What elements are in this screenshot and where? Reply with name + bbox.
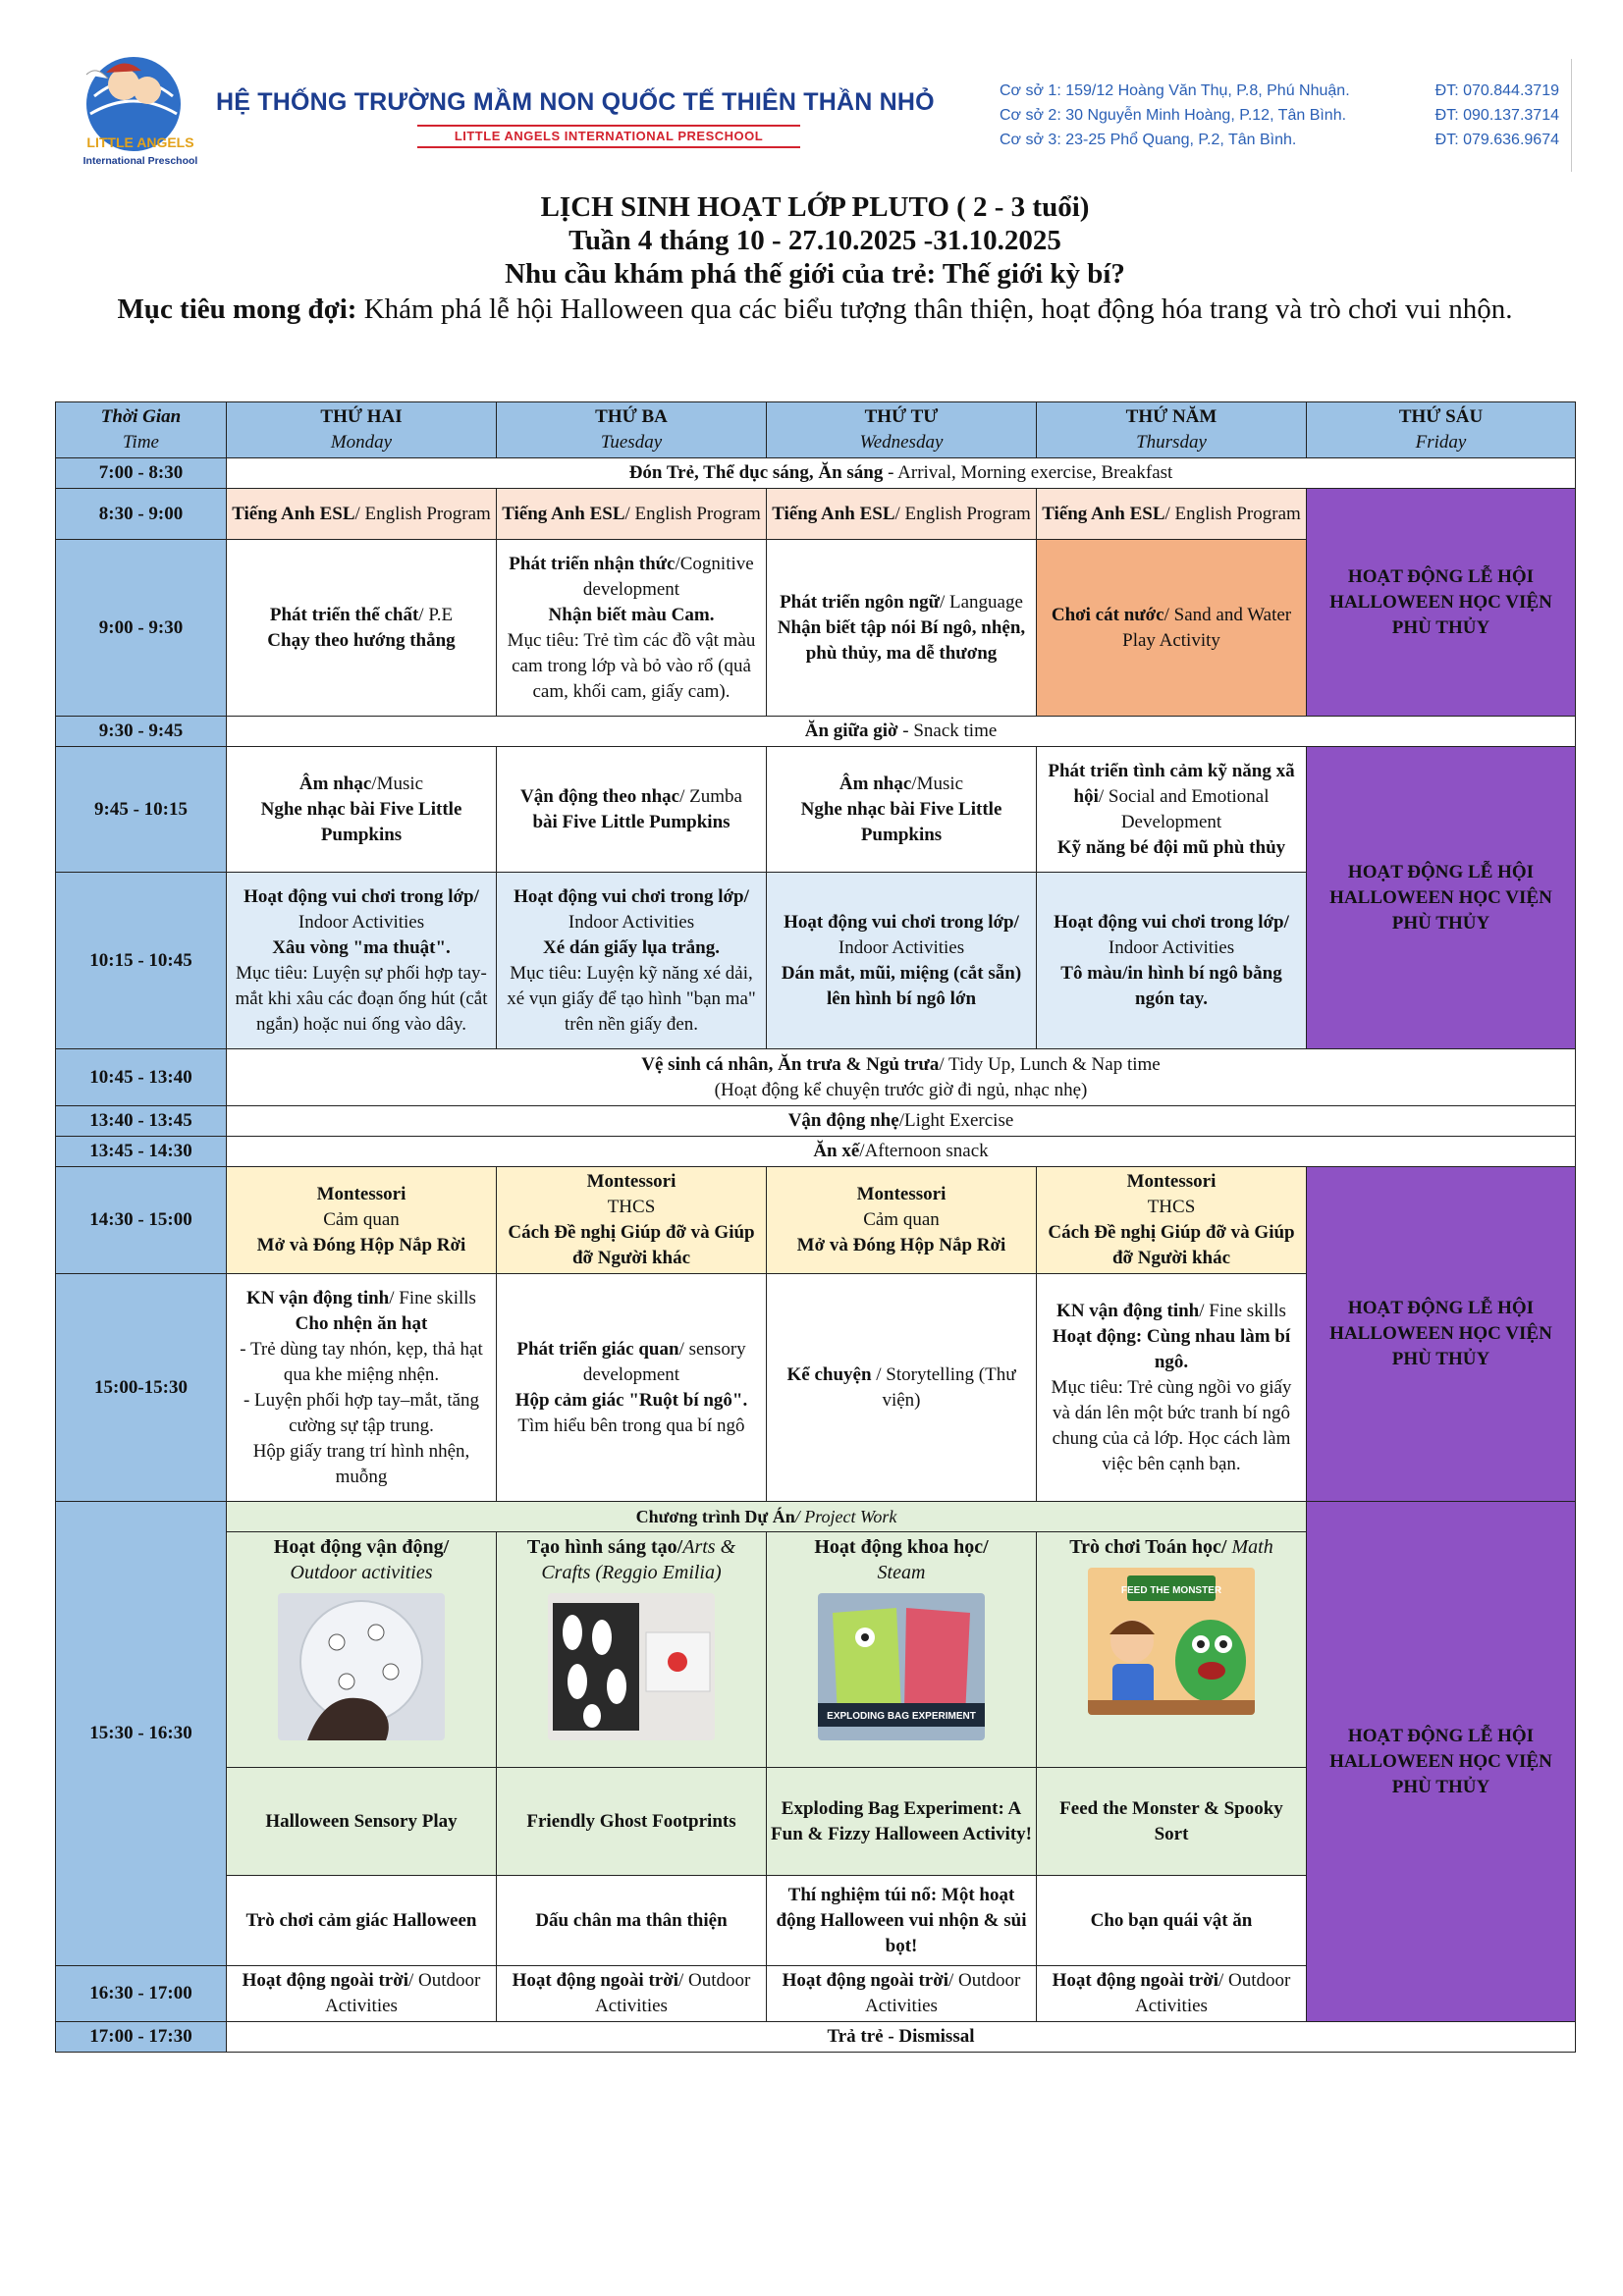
campus-1: Cơ sở 1: 159/12 Hoàng Văn Thụ, P.8, Phú Nhuận. ĐT: 070.844.3719	[1000, 82, 1559, 99]
esl-cell-tuesday: Tiếng Anh ESL/ English Program	[497, 489, 767, 540]
friday-header: THỨ SÁU Friday	[1307, 402, 1576, 458]
light-exercise-cell: Vận động nhẹ/Light Exercise	[227, 1106, 1576, 1137]
table-row	[56, 747, 1576, 873]
esl-cell-monday: Tiếng Anh ESL/ English Program	[227, 489, 497, 540]
school-logo	[67, 45, 214, 173]
storytelling-cell: Kể chuyện / Storytelling (Thư viện)	[767, 1274, 1037, 1502]
feed-the-monster-photo	[1088, 1568, 1255, 1715]
school-name: HỆ THỐNG TRƯỜNG MẦM NON QUỐC TẾ THIÊN THẦN NHỎ	[216, 88, 935, 116]
table-row	[56, 1137, 1576, 1167]
table-row	[56, 1106, 1576, 1137]
schedule-title: LỊCH SINH HOẠT LỚP PLUTO ( 2 - 3 tuổi)	[540, 191, 1090, 223]
schedule-goal: Mục tiêu mong đợi: Khám phá lễ hội Halloween qua các biểu tượng thân thiện, hoạt động hóa trang và trò chơi vui nhộn.	[117, 294, 1513, 325]
project-en-monday: Halloween Sensory Play	[227, 1768, 497, 1876]
project-work-title: Chương trình Dự Án/ Project Work	[227, 1502, 1307, 1532]
time-cell: 9:30 - 9:45	[56, 717, 227, 747]
sensory-cell: Phát triển giác quan/ sensory development Hộp cảm giác "Ruột bí ngô". Tìm hiểu bên trong qua bí ngô	[497, 1274, 767, 1502]
montessori-cell-thursday: Montessori THCS Cách Đề nghị Giúp đỡ và Giúp đỡ Người khác	[1037, 1167, 1307, 1274]
lunch-cell: Vệ sinh cá nhân, Ăn trưa & Ngủ trưa/ Tidy Up, Lunch & Nap time (Hoạt động kể chuyện trước giờ đi ngủ, nhạc nhẹ)	[227, 1049, 1576, 1106]
thursday-header: THỨ NĂM Thursday	[1037, 402, 1307, 458]
table-row	[56, 458, 1576, 489]
zumba-cell: Vận động theo nhạc/ Zumba bài Five Little Pumpkins	[497, 747, 767, 873]
music-cell-wednesday: Âm nhạc/Music Nghe nhạc bài Five Little Pumpkins	[767, 747, 1037, 873]
afternoon-snack-cell: Ăn xế/Afternoon snack	[227, 1137, 1576, 1167]
schedule-week: Tuần 4 tháng 10 - 27.10.2025 -31.10.2025	[568, 225, 1061, 256]
social-emotional-cell: Phát triển tình cảm kỹ năng xã hội/ Social and Emotional Development Kỹ năng bé đội mũ phù thủy	[1037, 747, 1307, 873]
project-vi-monday: Trò chơi cảm giác Halloween	[227, 1876, 497, 1966]
time-cell: 15:30 - 16:30	[56, 1502, 227, 1966]
arrival-cell: Đón Trẻ, Thể dục sáng, Ăn sáng - Arrival, Morning exercise, Breakfast	[227, 458, 1576, 489]
snack-cell: Ăn giữa giờ - Snack time	[227, 717, 1576, 747]
table-header-row	[56, 402, 1576, 458]
table-row	[56, 1167, 1576, 1274]
school-subtitle-frame	[417, 125, 800, 148]
time-cell: 16:30 - 17:00	[56, 1966, 227, 2022]
outdoor-cell-thursday: Hoạt động ngoài trời/ Outdoor Activities	[1037, 1966, 1307, 2022]
outdoor-cell-tuesday: Hoạt động ngoài trời/ Outdoor Activities	[497, 1966, 767, 2022]
indoor-cell-tuesday: Hoạt động vui chơi trong lớp/ Indoor Activities Xé dán giấy lụa trắng. Mục tiêu: Luyện kỹ năng xé dải, xé vụn giấy để tạo hình "bạn ma" trên nền giấy đen.	[497, 873, 767, 1049]
table-row	[56, 2022, 1576, 2053]
friday-halloween-block-3: HOẠT ĐỘNG LỄ HỘI HALLOWEEN HỌC VIỆN PHÙ THỦY	[1307, 1167, 1576, 1502]
music-cell-monday: Âm nhạc/Music Nghe nhạc bài Five Little Pumpkins	[227, 747, 497, 873]
time-cell: 10:15 - 10:45	[56, 873, 227, 1049]
table-row	[56, 1502, 1576, 1532]
time-cell: 17:00 - 17:30	[56, 2022, 227, 2053]
indoor-cell-monday: Hoạt động vui chơi trong lớp/ Indoor Activities Xâu vòng "ma thuật". Mục tiêu: Luyện sự phối hợp tay-mắt khi xâu các đoạn ống hút (cắt ngắn) hoặc nui ống vào dây.	[227, 873, 497, 1049]
project-cell-monday: Hoạt động vận động/ Outdoor activities	[227, 1532, 497, 1768]
dismissal-cell: Trả trẻ - Dismissal	[227, 2022, 1576, 2053]
campus-3: Cơ sở 3: 23-25 Phổ Quang, P.2, Tân Bình. ĐT: 079.636.9674	[1000, 132, 1559, 148]
language-cell: Phát triển ngôn ngữ/ Language Nhận biết tập nói Bí ngô, nhện, phù thủy, ma dễ thương	[767, 540, 1037, 717]
school-subtitle: LITTLE ANGELS INTERNATIONAL PRESCHOOL	[454, 129, 764, 143]
friday-halloween-block-1: HOẠT ĐỘNG LỄ HỘI HALLOWEEN HỌC VIỆN PHÙ THỦY	[1307, 489, 1576, 717]
table-row	[56, 717, 1576, 747]
time-cell: 9:45 - 10:15	[56, 747, 227, 873]
sand-water-cell: Chơi cát nước/ Sand and Water Play Activity	[1037, 540, 1307, 717]
fine-skills-cell-thursday: KN vận động tinh/ Fine skills Hoạt động: Cùng nhau làm bí ngô. Mục tiêu: Trẻ cùng ngồi vo giấy và dán lên một bức tranh bí ngô chung của cả lớp. Học cách làm việc bên cạnh bạn.	[1037, 1274, 1307, 1502]
project-cell-wednesday: Hoạt động khoa học/ Steam EXPLODING BAG EXPERIMENT	[767, 1532, 1037, 1768]
time-cell: 13:45 - 14:30	[56, 1137, 227, 1167]
time-cell: 10:45 - 13:40	[56, 1049, 227, 1106]
outdoor-cell-monday: Hoạt động ngoài trời/ Outdoor Activities	[227, 1966, 497, 2022]
project-vi-thursday: Cho bạn quái vật ăn	[1037, 1876, 1307, 1966]
weekly-schedule-table	[55, 401, 1576, 2053]
time-cell: 9:00 - 9:30	[56, 540, 227, 717]
time-cell: 15:00-15:30	[56, 1274, 227, 1502]
schedule-theme: Nhu cầu khám phá thế giới của trẻ: Thế giới kỳ bí?	[505, 258, 1125, 290]
school-title-block	[216, 88, 982, 148]
svg-text:LITTLE ANGELS: LITTLE ANGELS	[86, 134, 194, 150]
project-en-tuesday: Friendly Ghost Footprints	[497, 1768, 767, 1876]
montessori-cell-wednesday: Montessori Cảm quan Mở và Đóng Hộp Nắp Rời	[767, 1167, 1037, 1274]
table-row	[56, 1049, 1576, 1106]
schedule-titles	[59, 190, 1571, 328]
indoor-cell-thursday: Hoạt động vui chơi trong lớp/ Indoor Activities Tô màu/in hình bí ngô bằng ngón tay.	[1037, 873, 1307, 1049]
project-en-thursday: Feed the Monster & Spooky Sort	[1037, 1768, 1307, 1876]
time-column-header: Thời Gian Time	[56, 402, 227, 458]
friday-halloween-block-4: HOẠT ĐỘNG LỄ HỘI HALLOWEEN HỌC VIỆN PHÙ THỦY	[1307, 1502, 1576, 2022]
wednesday-header: THỨ TƯ Wednesday	[767, 402, 1037, 458]
svg-text:FEED THE MONSTER: FEED THE MONSTER	[1120, 1585, 1222, 1596]
time-cell: 7:00 - 8:30	[56, 458, 227, 489]
montessori-cell-tuesday: Montessori THCS Cách Đề nghị Giúp đỡ và Giúp đỡ Người khác	[497, 1167, 767, 1274]
friday-halloween-block-2: HOẠT ĐỘNG LỄ HỘI HALLOWEEN HỌC VIỆN PHÙ THỦY	[1307, 747, 1576, 1049]
indoor-cell-wednesday: Hoạt động vui chơi trong lớp/ Indoor Activities Dán mắt, mũi, miệng (cắt sẵn) lên hình bí ngô lớn	[767, 873, 1037, 1049]
esl-cell-wednesday: Tiếng Anh ESL/ English Program	[767, 489, 1037, 540]
cognitive-cell: Phát triển nhận thức/Cognitive development Nhận biết màu Cam. Mục tiêu: Trẻ tìm các đồ vật màu cam trong lớp và bỏ vào rổ (quả cam, khối cam, giấy cam).	[497, 540, 767, 717]
time-cell: 14:30 - 15:00	[56, 1167, 227, 1274]
ghost-footprints-photo	[548, 1593, 715, 1740]
esl-cell-thursday: Tiếng Anh ESL/ English Program	[1037, 489, 1307, 540]
page-header	[59, 39, 1571, 177]
project-en-wednesday: Exploding Bag Experiment: A Fun & Fizzy Halloween Activity!	[767, 1768, 1037, 1876]
project-vi-tuesday: Dấu chân ma thân thiện	[497, 1876, 767, 1966]
campus-addresses	[1000, 79, 1559, 152]
project-cell-tuesday: Tạo hình sáng tạo/Arts & Crafts (Reggio Emilia)	[497, 1532, 767, 1768]
time-cell: 13:40 - 13:45	[56, 1106, 227, 1137]
pe-cell: Phát triển thể chất/ P.E Chạy theo hướng thẳng	[227, 540, 497, 717]
sensory-play-photo	[278, 1593, 445, 1740]
table-row	[56, 489, 1576, 540]
project-cell-thursday: Trò chơi Toán học/ Math FEED THE MONSTER	[1037, 1532, 1307, 1768]
fine-skills-cell-monday: KN vận động tinh/ Fine skills Cho nhện ăn hạt - Trẻ dùng tay nhón, kẹp, thả hạt qua khe miệng nhện. - Luyện phối hợp tay–mắt, tăng cường sự tập trung. Hộp giấy trang trí hình nhện, muỗng	[227, 1274, 497, 1502]
tuesday-header: THỨ BA Tuesday	[497, 402, 767, 458]
time-cell: 8:30 - 9:00	[56, 489, 227, 540]
campus-2: Cơ sở 2: 30 Nguyễn Minh Hoàng, P.12, Tân Bình. ĐT: 090.137.3714	[1000, 107, 1559, 124]
montessori-cell-monday: Montessori Cảm quan Mở và Đóng Hộp Nắp Rời	[227, 1167, 497, 1274]
header-divider	[1571, 59, 1572, 172]
exploding-bag-photo	[818, 1593, 985, 1740]
svg-text:EXPLODING BAG EXPERIMENT: EXPLODING BAG EXPERIMENT	[827, 1711, 976, 1722]
outdoor-cell-wednesday: Hoạt động ngoài trời/ Outdoor Activities	[767, 1966, 1037, 2022]
monday-header: THỨ HAI Monday	[227, 402, 497, 458]
project-vi-wednesday: Thí nghiệm túi nổ: Một hoạt động Halloween vui nhộn & sủi bọt!	[767, 1876, 1037, 1966]
svg-text:International Preschool: International Preschool	[82, 155, 198, 167]
